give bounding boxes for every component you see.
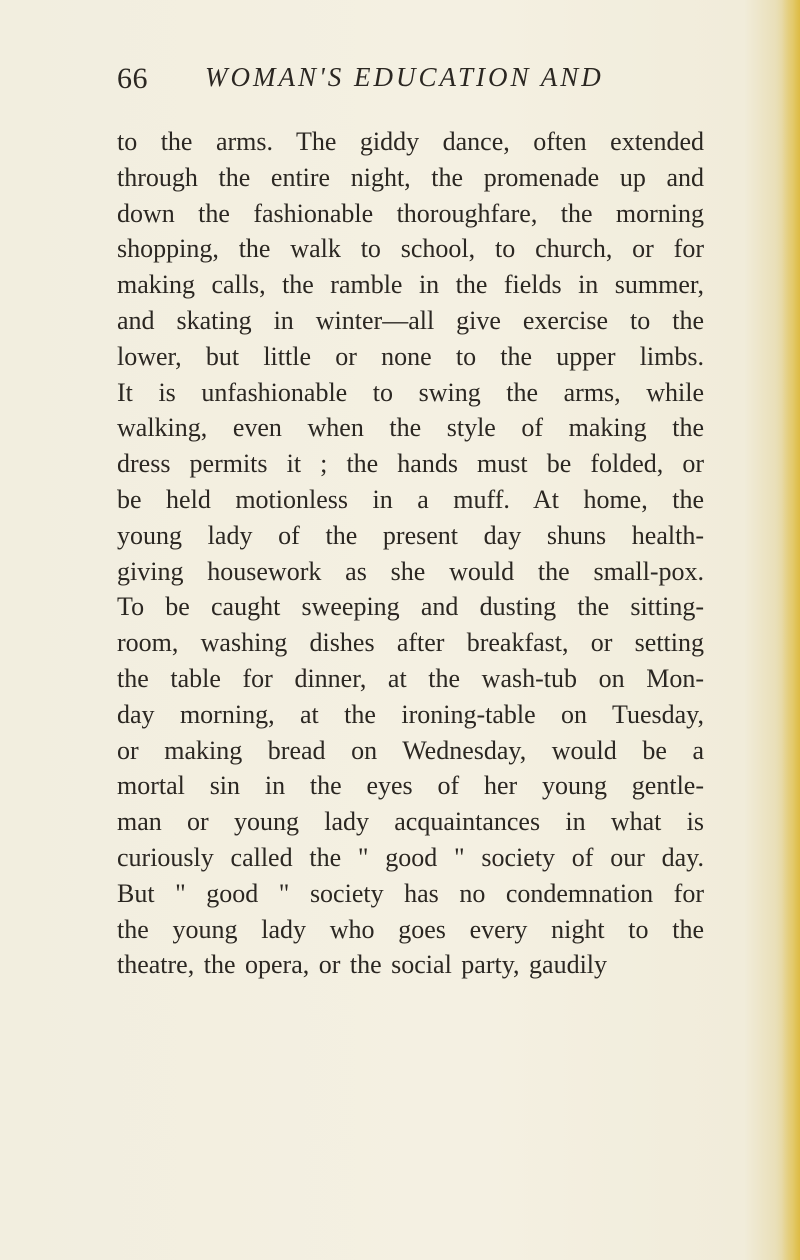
page-number: 66 xyxy=(117,62,148,95)
body-text xyxy=(117,124,704,983)
text-line: making calls, the ramble in the fields in summer, xyxy=(117,270,704,300)
text-line: day morning, at the ironing-table on Tuesday, xyxy=(117,699,704,729)
text-line: be held motionless in a muff. At home, the xyxy=(117,484,704,514)
text-line: man or young lady acquaintances in what is xyxy=(117,807,704,837)
text-line: To be caught sweeping and dusting the sitting- xyxy=(117,592,704,622)
text-line: room, washing dishes after breakfast, or setting xyxy=(117,628,704,658)
text-line: and skating in winter—all give exercise to the xyxy=(117,305,704,335)
text-line: down the fashionable thoroughfare, the morning xyxy=(117,198,704,228)
text-line: dress permits it ; the hands must be folded, or xyxy=(117,449,704,479)
text-line: curiously called the " good " society of our day. xyxy=(117,842,704,872)
text-line: lower, but little or none to the upper limbs. xyxy=(117,341,704,371)
text-line: But " good " society has no condemnation for xyxy=(117,878,704,908)
text-line: young lady of the present day shuns health- xyxy=(117,520,704,550)
text-line: through the entire night, the promenade up and xyxy=(117,162,704,192)
text-line: shopping, the walk to school, to church, or for xyxy=(117,234,704,264)
page-edge xyxy=(782,0,800,1260)
page-header xyxy=(0,62,800,102)
text-line: the table for dinner, at the wash-tub on Mon- xyxy=(117,663,704,693)
text-line: theatre, the opera, or the social party, gaudily xyxy=(117,950,608,980)
text-line: mortal sin in the eyes of her young gentle- xyxy=(117,771,704,801)
text-line: to the arms. The giddy dance, often extended xyxy=(117,127,704,156)
text-line: giving housework as she would the small-pox. xyxy=(117,556,704,586)
text-line: It is unfashionable to swing the arms, while xyxy=(117,377,704,407)
text-line: or making bread on Wednesday, would be a xyxy=(117,735,704,765)
text-line: the young lady who goes every night to the xyxy=(117,914,704,944)
running-head: WOMAN'S EDUCATION AND xyxy=(205,62,604,92)
text-line: walking, even when the style of making the xyxy=(117,413,704,443)
